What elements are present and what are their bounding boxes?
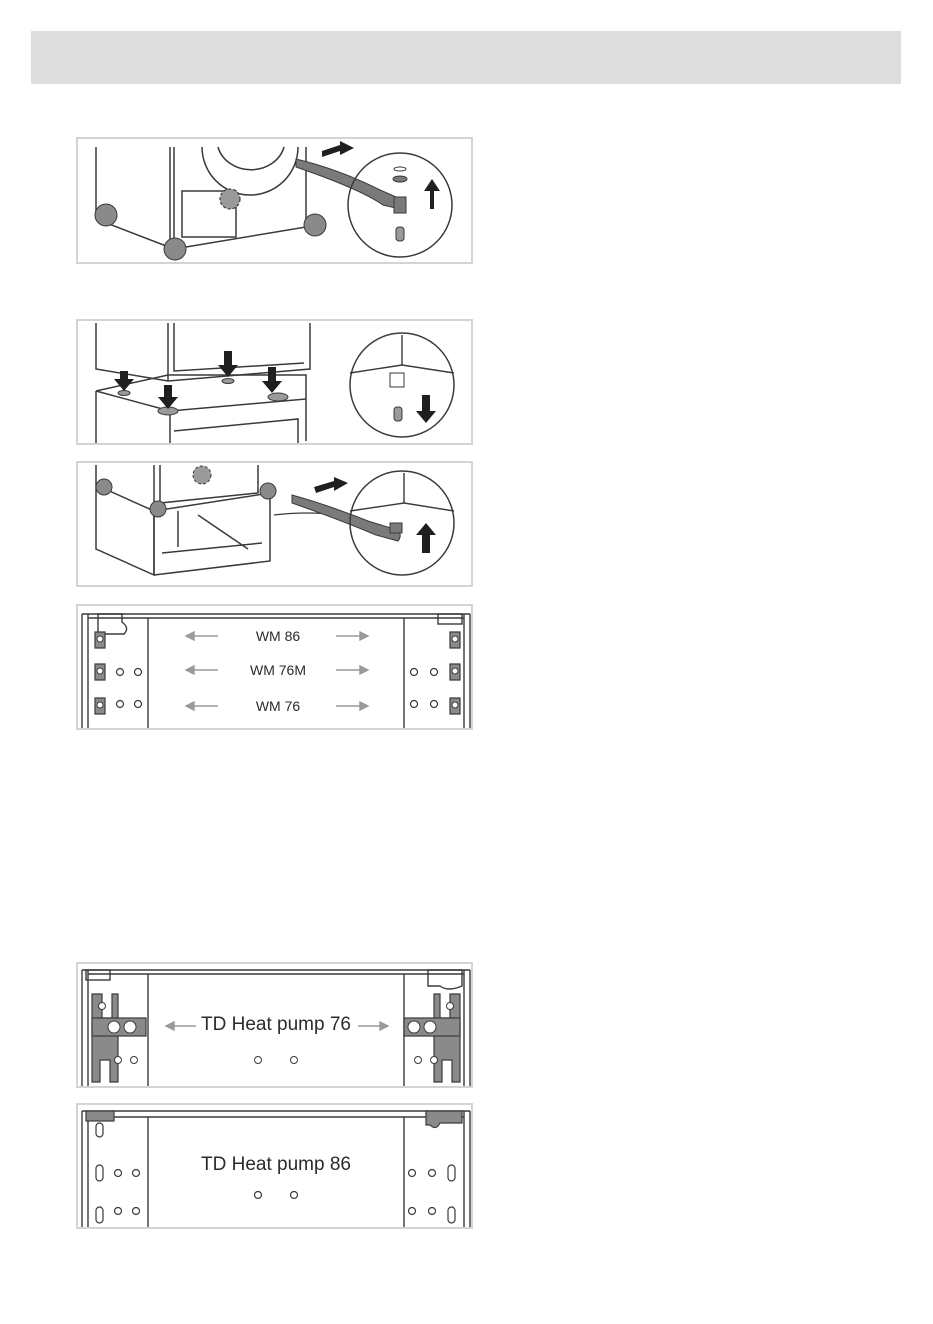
figure-remove-feet [76, 137, 473, 264]
foot-icon [150, 501, 166, 517]
figure-wm-rail [76, 604, 473, 730]
arrow-up-icon [424, 179, 440, 209]
rail-label-wm76: WM 76 [255, 698, 301, 714]
figure-fit-feet [76, 461, 473, 587]
arrow-down-icon [158, 385, 178, 409]
rail-label-td76: TD Heat pump 76 [201, 1014, 351, 1035]
illustration-remove-feet [78, 139, 473, 264]
figure-place-on-base [76, 319, 473, 445]
hidden-foot-icon [220, 189, 240, 209]
arrow-down-icon [114, 371, 134, 391]
rail-label-td86: TD Heat pump 86 [201, 1154, 351, 1175]
foot-icon [260, 483, 276, 499]
rail-label-wm86: WM 86 [255, 628, 301, 644]
arrow-right-icon [322, 141, 354, 157]
header-bar [31, 31, 901, 84]
foot-icon [96, 479, 112, 495]
foot-icon [164, 238, 186, 260]
foot-icon [95, 204, 117, 226]
foot-icon [304, 214, 326, 236]
arrow-down-icon [218, 351, 238, 377]
figure-td86-rail [76, 1103, 473, 1229]
arrow-right-icon [314, 477, 348, 493]
rail-label-wm76m: WM 76M [250, 662, 306, 678]
illustration-fit-feet [78, 463, 473, 587]
arrow-down-icon [416, 395, 436, 423]
wrench-icon [292, 495, 400, 541]
illustration-place-on-base [78, 321, 473, 445]
hidden-foot-icon [193, 466, 211, 484]
figure-td76-rail [76, 962, 473, 1088]
arrow-up-icon [416, 523, 436, 553]
